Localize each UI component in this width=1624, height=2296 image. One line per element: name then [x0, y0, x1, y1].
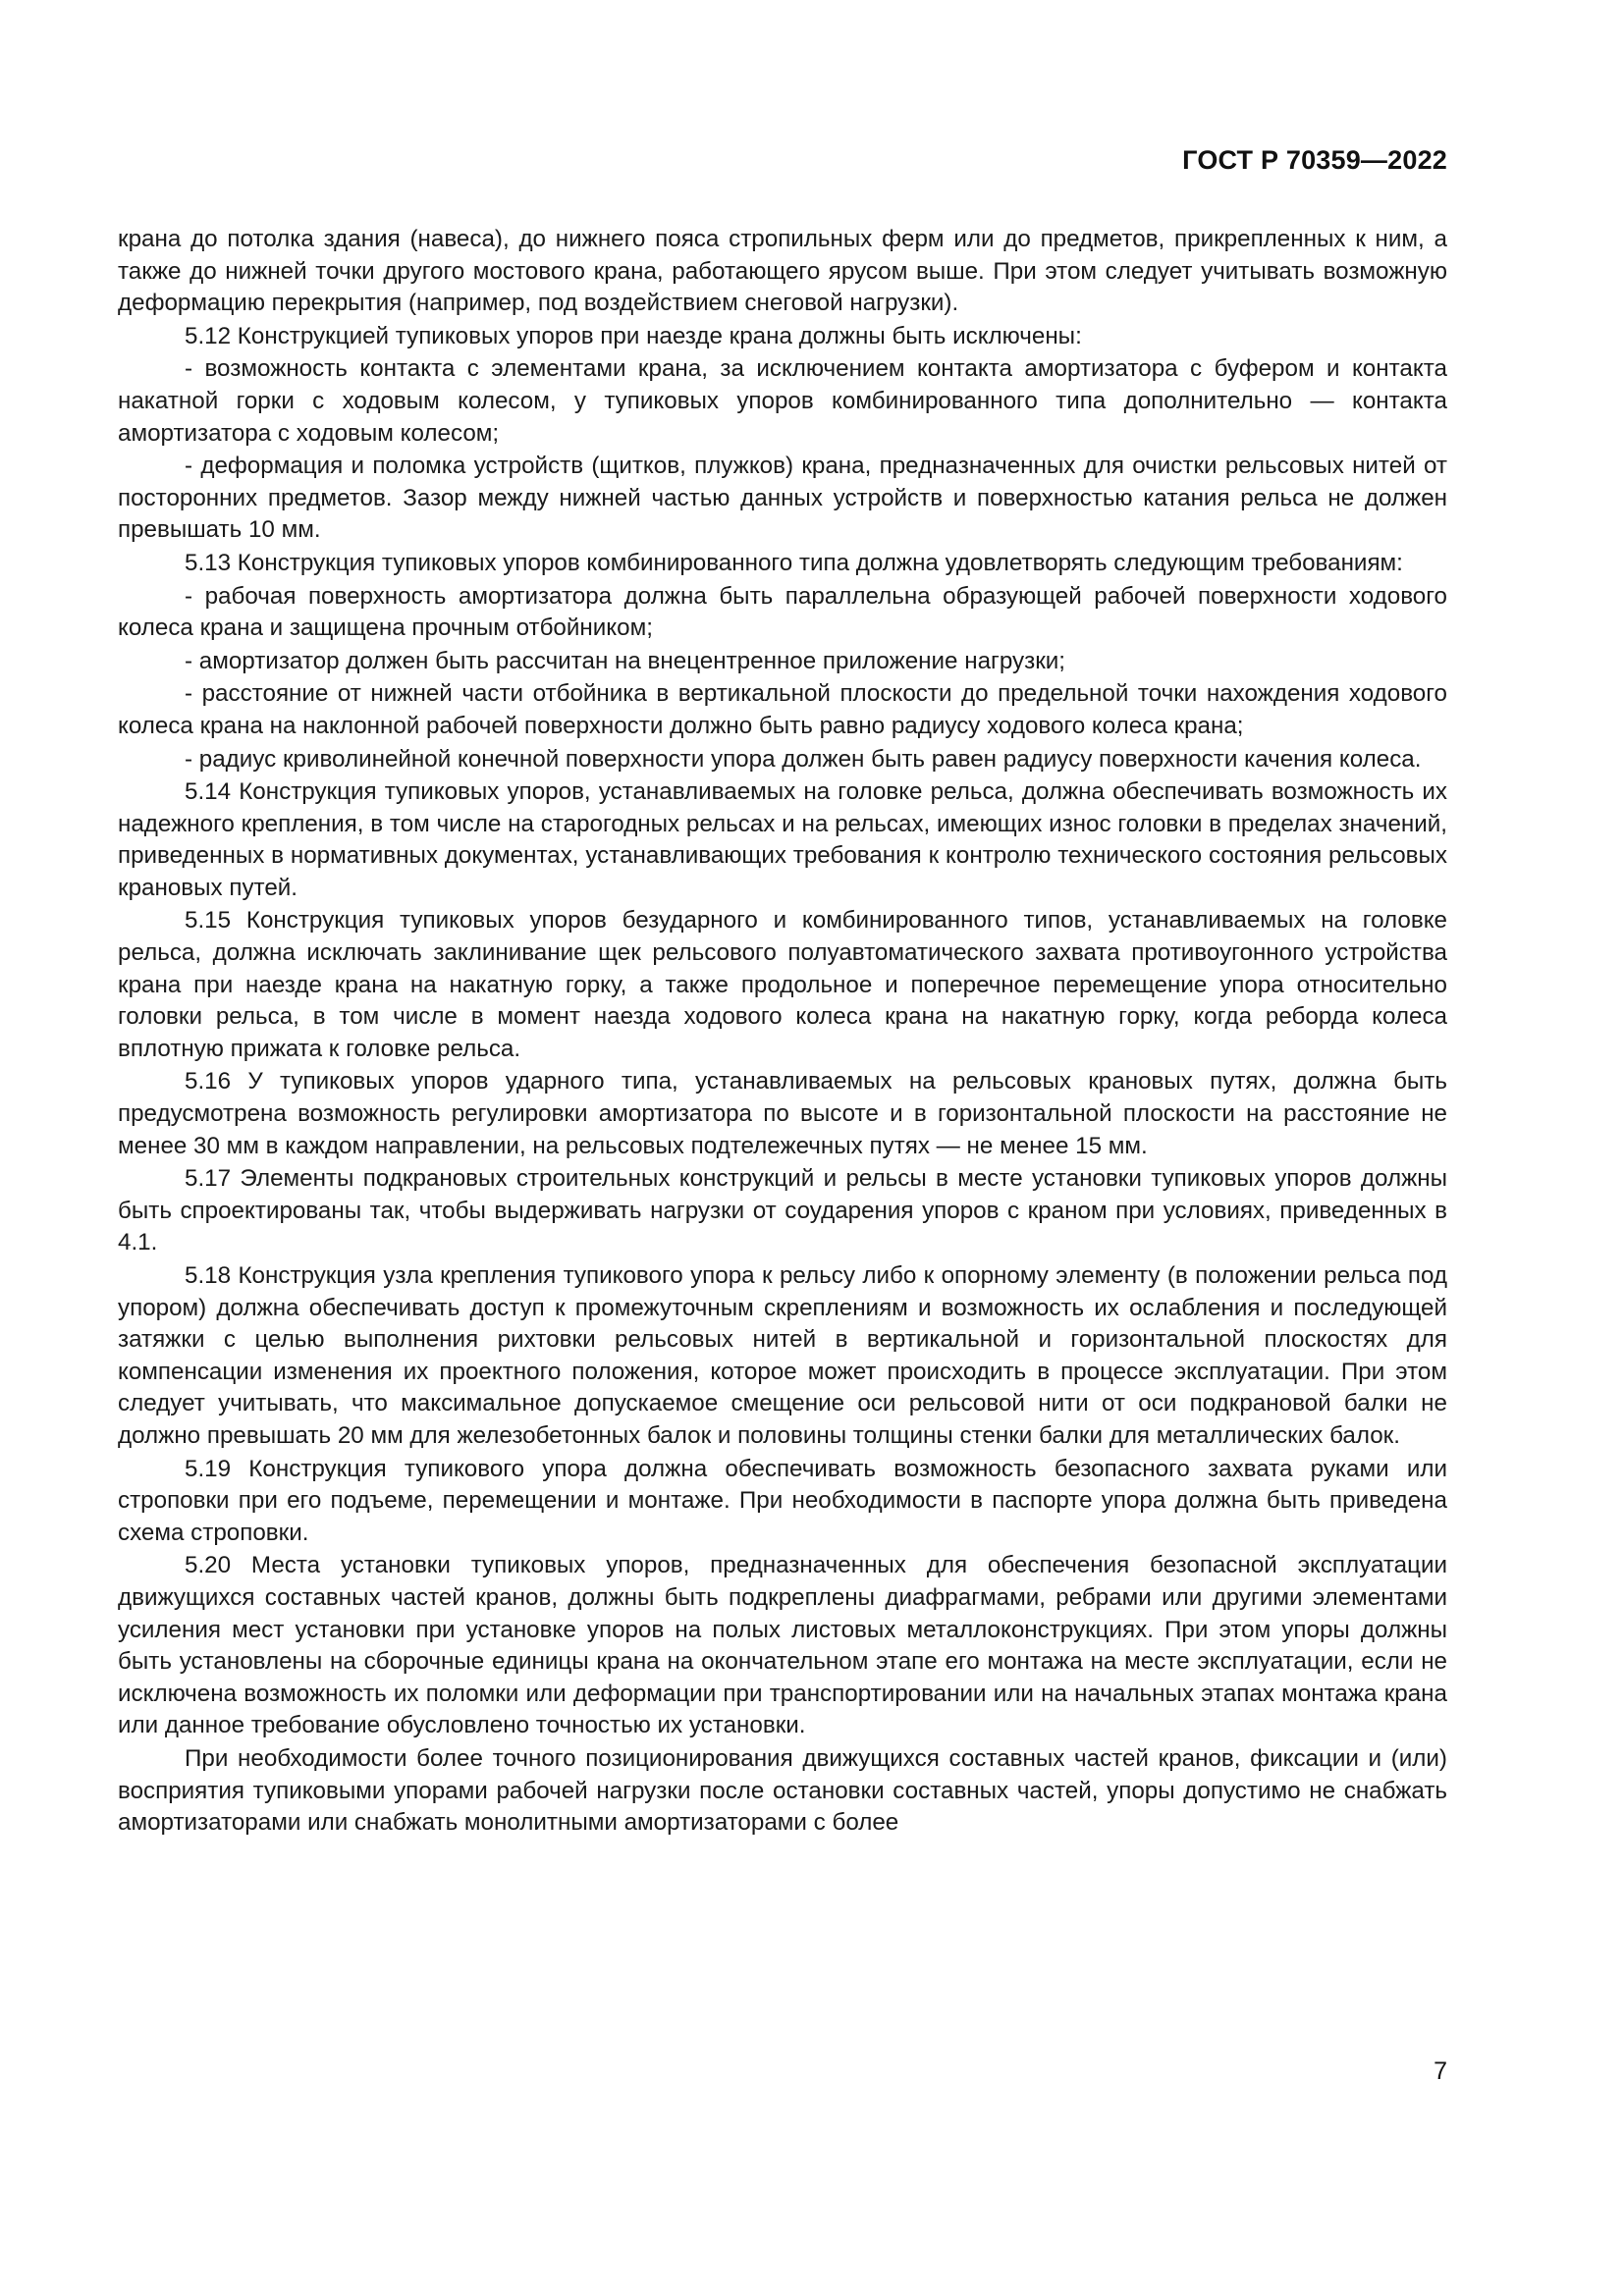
page-number: 7 — [1434, 2057, 1447, 2085]
list-item-contact: - возможность контакта с элементами крана, за исключением контакта амортизатора с буфером и контакта накатной горки с ходовым колесом, у тупиковых упоров комбинированного типа дополнительно — контакта амортизатора с ходовым колесом; — [118, 355, 1447, 447]
paragraph-5-13: 5.13 Конструкция тупиковых упоров комбинированного типа должна удовлетворять следующим требованиям: — [185, 549, 1403, 576]
list-item-deformation: - деформация и поломка устройств (щитков, плужков) крана, предназначенных для очистки рельсовых нитей от посторонних предметов. Зазор между нижней частью данных устройств и поверхностью катания рельса не должен превышать 10 мм. — [118, 453, 1447, 544]
paragraph-5-19: 5.19 Конструкция тупикового упора должна обеспечивать возможность безопасного захвата руками или строповки при его подъеме, перемещении и монтаже. При необходимости в паспорте упора должна быть приведена схема строповки. — [118, 1455, 1447, 1546]
paragraph-continuation: крана до потолка здания (навеса), до нижнего пояса стропильных ферм или до предметов, прикрепленных к ним, а также до нижней точки другого мостового крана, работающего ярусом выше. При этом следует учитывать возможную деформацию перекрытия (например, под воздействием снеговой нагрузки). — [118, 226, 1447, 317]
list-item-distance: - расстояние от нижней части отбойника в вертикальной плоскости до предельной точки нахождения ходового колеса крана на наклонной рабочей поверхности должно быть равно радиусу ходового колеса крана; — [118, 680, 1447, 739]
standard-code-header: ГОСТ Р 70359—2022 — [1182, 145, 1447, 175]
paragraph-5-12: 5.12 Конструкцией тупиковых упоров при наезде крана должны быть исключены: — [185, 322, 1082, 349]
paragraph-5-18: 5.18 Конструкция узла крепления тупикового упора к рельсу либо к опорному элементу (в положении рельса под упором) должна обеспечивать доступ к промежуточным скреплениям и возможность их ослабления и последующей затяжки с целью выполнения рихтовки рельсовых нитей в вертикальной и горизонтальной плоскостях для компенсации изменения их проектного положения, которое может происходить в процессе эксплуатации. При этом следует учитывать, что максимальное допускаемое смещение оси рельсовой нити от оси подкрановой балки не должно превышать 20 мм для железобетонных балок и половины толщины стенки балки для металлических балок. — [118, 1262, 1447, 1449]
paragraph-positioning: При необходимости более точного позиционирования движущихся составных частей кранов, фиксации и (или) восприятия тупиковыми упорами рабочей нагрузки после остановки составных частей, упоры допустимо не снабжать амортизаторами или снабжать монолитными амортизаторами с более — [118, 1744, 1447, 1837]
document-body — [118, 224, 1447, 1841]
list-item-eccentric-load: - амортизатор должен быть рассчитан на внецентренное приложение нагрузки; — [185, 647, 1066, 674]
paragraph-5-14: 5.14 Конструкция тупиковых упоров, устанавливаемых на головке рельса, должна обеспечивать возможность их надежного крепления, в том числе на старогодных рельсах и на рельсах, имеющих износ головки в пределах значений, приведенных в нормативных документах, устанавливающих требования к контролю технического состояния рельсовых крановых путей. — [118, 778, 1447, 901]
list-item-working-surface: - рабочая поверхность амортизатора должна быть параллельна образующей рабочей поверхности ходового колеса крана и защищена прочным отбойником; — [118, 582, 1447, 642]
list-item-radius: - радиус криволинейной конечной поверхности упора должен быть равен радиусу поверхности качения колеса. — [185, 745, 1422, 773]
paragraph-5-20: 5.20 Места установки тупиковых упоров, предназначенных для обеспечения безопасной эксплуатации движущихся составных частей кранов, должны быть подкреплены диафрагмами, ребрами или другими элементами усиления мест установки при установке упоров на полых листовых металлоконструкциях. При этом упоры должны быть установлены на сборочные единицы крана на окончательном этапе его монтажа на месте эксплуатации, если не исключена возможность их поломки или деформации при транспортировании или на начальных этапах монтажа крана или данное требование обусловлено точностью их установки. — [118, 1552, 1447, 1739]
paragraph-5-16: 5.16 У тупиковых упоров ударного типа, устанавливаемых на рельсовых крановых путях, должна быть предусмотрена возможность регулировки амортизатора по высоте и в горизонтальной плоскости на расстояние не менее 30 мм в каждом направлении, на рельсовых подтележечных путях — не менее 15 мм. — [118, 1068, 1447, 1159]
paragraph-5-17: 5.17 Элементы подкрановых строительных конструкций и рельсы в месте установки тупиковых упоров должны быть спроектированы так, чтобы выдерживать нагрузки от соударения упоров с краном при условиях, приведенных в 4.1. — [118, 1165, 1447, 1256]
paragraph-5-15: 5.15 Конструкция тупиковых упоров безударного и комбинированного типов, устанавливаемых на головке рельса, должна исключать заклинивание щек рельсового полуавтоматического захвата противоугонного устройства крана при наезде крана на накатную горку, а также продольное и поперечное перемещение упора относительно головки рельса, в том числе в момент наезда ходового колеса крана на накатную горку, когда реборда колеса вплотную прижата к головке рельса. — [118, 907, 1447, 1062]
